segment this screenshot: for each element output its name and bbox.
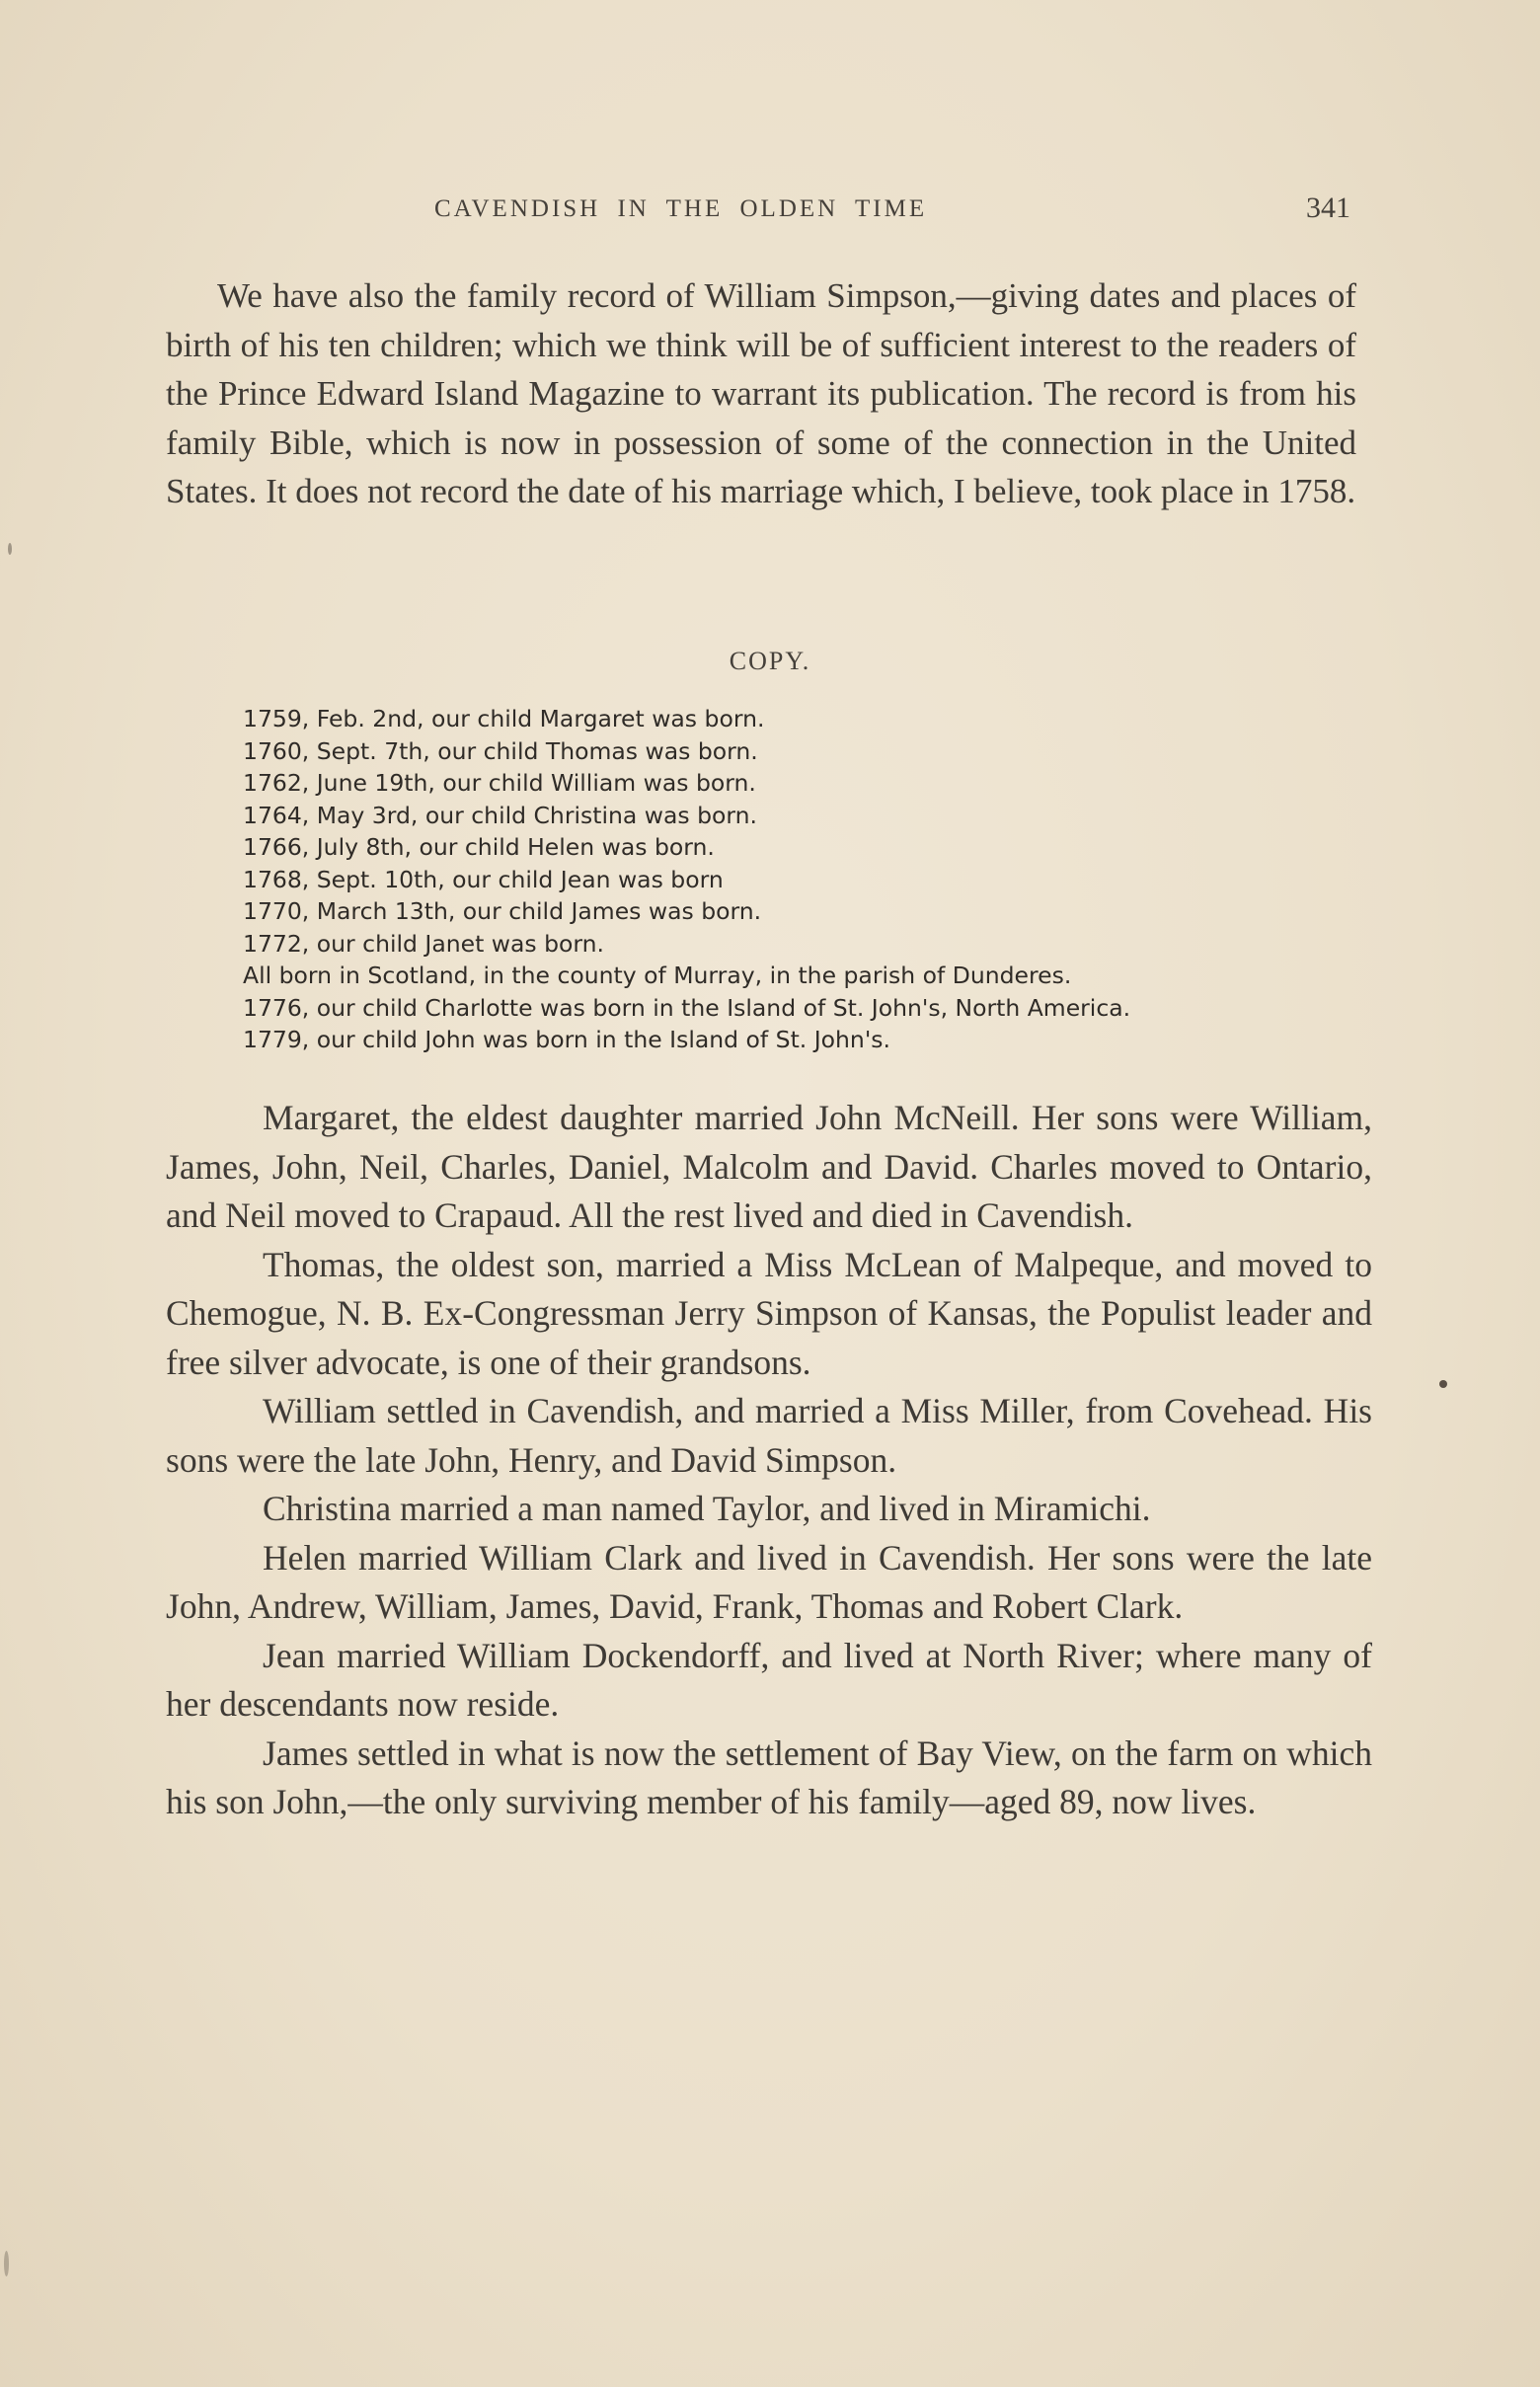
- record-line: 1762, June 19th, our child William was born.: [243, 769, 756, 797]
- record-line: 1760, Sept. 7th, our child Thomas was born.: [243, 736, 758, 765]
- record-line: All born in Scotland, in the county of Murray, in the parish of Dunderes.: [243, 962, 1072, 989]
- copy-heading: COPY.: [729, 647, 811, 675]
- page-number: 341: [1306, 192, 1350, 224]
- ink-speck: [1439, 1380, 1447, 1388]
- running-title: CAVENDISH IN THE OLDEN TIME: [434, 195, 928, 222]
- record-line: 1770, March 13th, our child James was born.: [243, 897, 762, 925]
- record-line: 1776, our child Charlotte was born in the Island of St. John's, North America.: [243, 993, 1131, 1022]
- paragraph-christina: Christina married a man named Taylor, and lived in Miramichi.: [263, 1489, 1151, 1528]
- margin-mark: [4, 2251, 9, 2276]
- record-line: 1766, July 8th, our child Helen was born.: [243, 833, 715, 861]
- record-line: 1779, our child John was born in the Island of St. John's.: [243, 1026, 890, 1053]
- record-line: 1759, Feb. 2nd, our child Margaret was born.: [243, 705, 765, 732]
- paragraph-thomas: Thomas, the oldest son, married a Miss McLean of Malpeque, and moved to Chemogue, N. B. Ex-Congressman Jerry Simpson of Kansas, the Populist leader and free silver advocate, is one of their grandsons.: [166, 1244, 1372, 1382]
- narrative-section: [166, 1094, 1372, 1827]
- paragraph-william: William settled in Cavendish, and married a Miss Miller, from Covehead. His sons were the late John, Henry, and David Simpson.: [166, 1391, 1372, 1480]
- family-record-list: [243, 703, 1378, 1056]
- paragraph-jean: Jean married William Dockendorff, and lived at North River; where many of her descendants now reside.: [166, 1635, 1372, 1724]
- paragraph-james: James settled in what is now the settlement of Bay View, on the farm on which his son John,—the only surviving member of his family—aged 89, now lives.: [166, 1732, 1372, 1821]
- record-line: 1764, May 3rd, our child Christina was born.: [243, 801, 758, 829]
- record-line: 1768, Sept. 10th, our child Jean was born: [243, 865, 724, 893]
- paragraph-margaret: Margaret, the eldest daughter married John McNeill. Her sons were William, James, John, Neil, Charles, Daniel, Malcolm and David. Charles moved to Ontario, and Neil moved to Crapaud. All the rest lived and died in Cavendish.: [166, 1098, 1372, 1235]
- margin-mark: [8, 543, 12, 555]
- intro-paragraph: We have also the family record of William Simpson,—giving dates and places of birth of his ten children; which we think will be of sufficient interest to the readers of the Prince Edward Island Magazine to warrant its publication. The record is from his family Bible, which is now in possession of some of the connection in the United States. It does not record the date of his marriage which, I believe, took place in 1758.: [166, 276, 1356, 510]
- running-head: [166, 192, 1350, 235]
- record-line: 1772, our child Janet was born.: [243, 929, 605, 958]
- intro-section: [166, 271, 1356, 516]
- paragraph-helen: Helen married William Clark and lived in Cavendish. Her sons were the late John, Andrew, William, James, David, Frank, Thomas and Robert Clark.: [166, 1537, 1372, 1626]
